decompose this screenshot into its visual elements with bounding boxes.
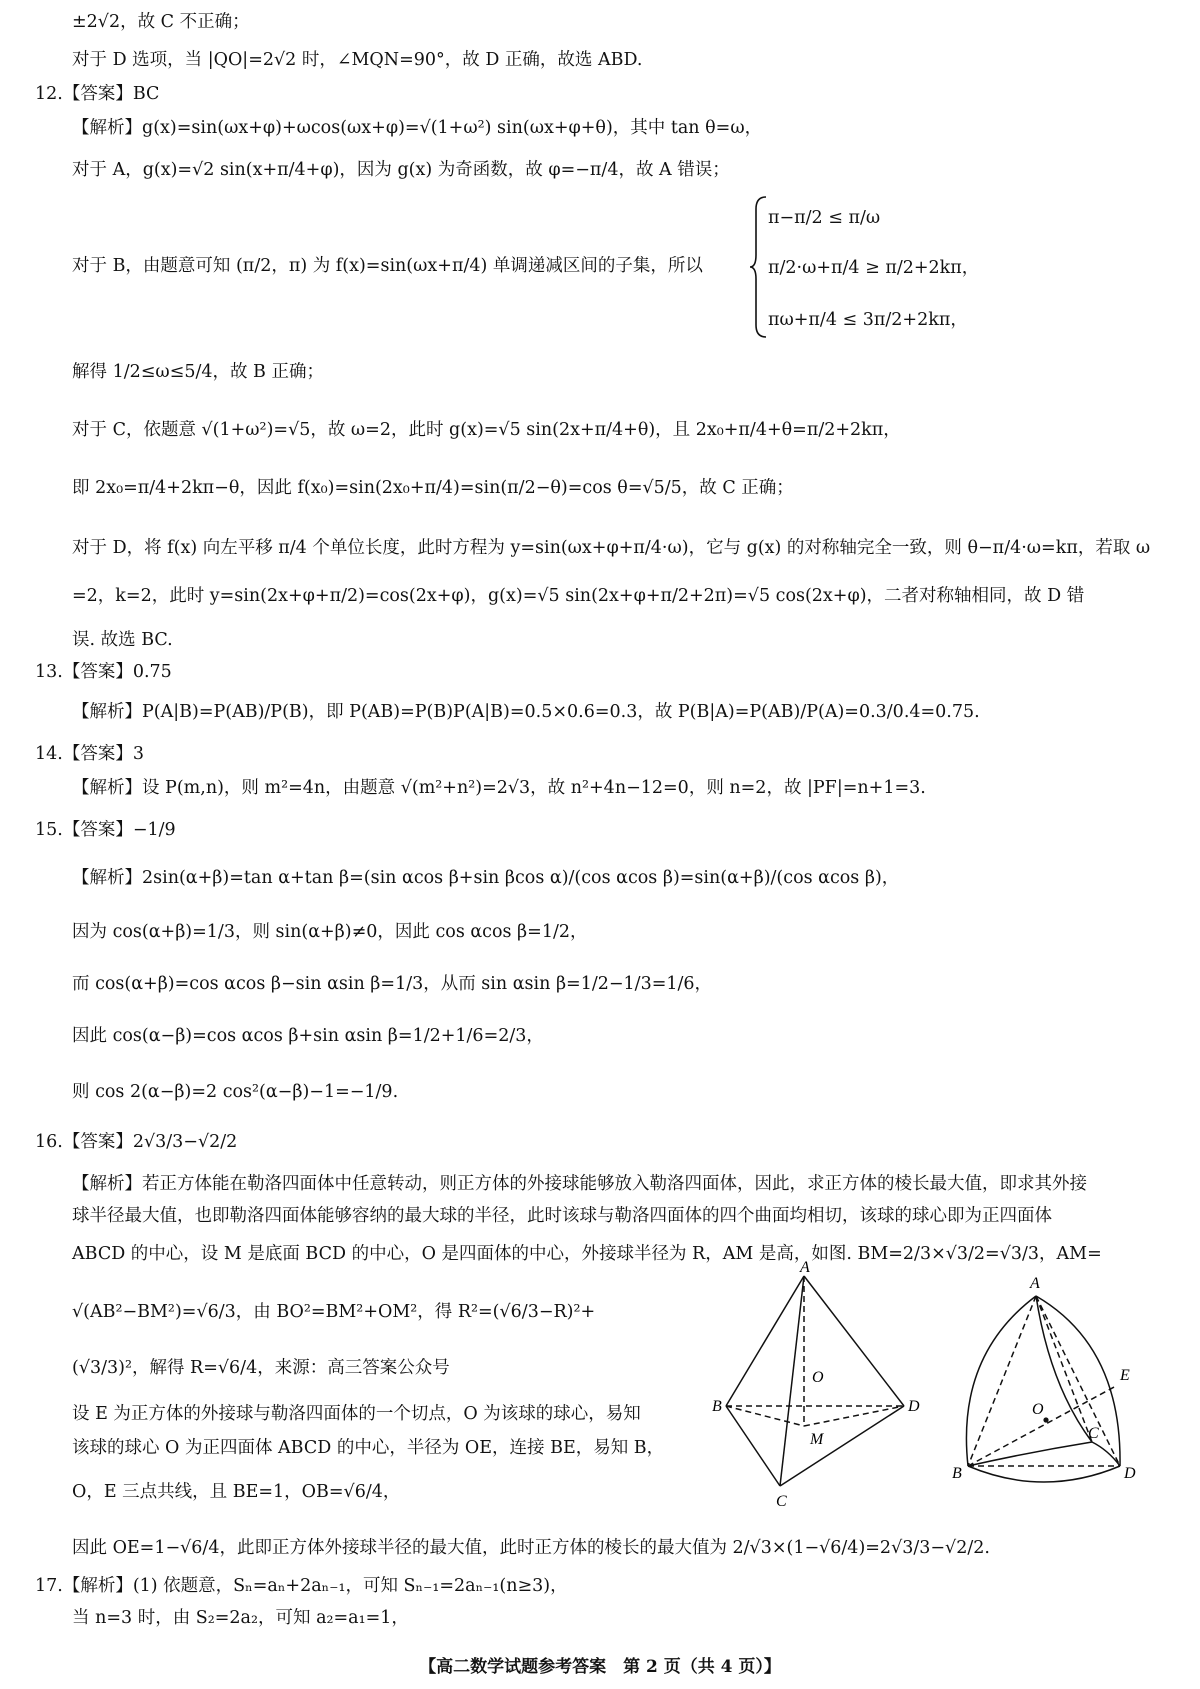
text-line: 当 n=3 时，由 S₂=2a₂，可知 a₂=a₁=1， [72,1608,409,1628]
vertex-label-b: B [952,1465,962,1482]
text-line: √(AB²−BM²)=√6/3，由 BO²=BM²+OM²，得 R²=(√6/3−R)²+ [72,1302,596,1322]
vertex-label-d: D [908,1398,920,1415]
text-line: 则 cos 2(α−β)=2 cos²(α−β)−1=−1/9. [72,1082,399,1102]
question-14-answer: 14.【答案】3 [35,744,144,764]
vertex-label-c: C [1088,1425,1099,1442]
text-line: O，E 三点共线，且 BE=1，OB=√6/4， [72,1482,401,1502]
text-line: 【解析】g(x)=sin(ωx+φ)+ωcos(ωx+φ)=√(1+ω²) sin(ωx+φ+θ)，其中 tan θ=ω， [72,118,763,138]
center-label-m: M [810,1431,824,1448]
text-line: ABCD 的中心，设 M 是底面 BCD 的中心，O 是四面体的中心，外接球半径为 R，AM 是高，如图. BM=2/3×√3/2=√3/3，AM= [72,1244,1102,1264]
tetrahedron-figures [712,1259,1190,1516]
tangent-point-label-e: E [1120,1367,1130,1384]
question-17-analysis: 17.【解析】(1) 依题意，Sₙ=aₙ+2aₙ₋₁，可知 Sₙ₋₁=2aₙ₋₁(n≥3)， [35,1576,568,1596]
text-line: 对于 C，依题意 √(1+ω²)=√5，故 ω=2，此时 g(x)=√5 sin(2x+π/4+θ)，且 2x₀+π/4+θ=π/2+2kπ， [72,420,901,440]
system-row: π/2·ω+π/4 ≥ π/2+2kπ， [768,258,980,278]
question-15-answer: 15.【答案】−1/9 [35,820,176,840]
text-line: 该球的球心 O 为正四面体 ABCD 的中心，半径为 OE，连接 BE，易知 B， [72,1438,665,1458]
text-line: 对于 D 选项，当 |QO|=2√2 时，∠MQN=90°，故 D 正确，故选 ABD. [72,50,643,70]
vertex-label-d: D [1124,1465,1136,1482]
vertex-label-a: A [800,1259,810,1276]
center-label-o: O [1032,1401,1044,1418]
text-line: 解得 1/2≤ω≤5/4，故 B 正确； [72,362,324,382]
tetrahedron-diagram [712,1259,1190,1516]
text-line: 因此 OE=1−√6/4，此即正方体外接球半径的最大值，此时正方体的棱长的最大值为 2/√3×(1−√6/4)=2√3/3−√2/2. [72,1538,990,1558]
text-line: 即 2x₀=π/4+2kπ−θ，因此 f(x₀)=sin(2x₀+π/4)=sin(π/2−θ)=cos θ=√5/5，故 C 正确； [72,478,794,498]
text-line: 因此 cos(α−β)=cos αcos β+sin αsin β=1/2+1/6=2/3， [72,1026,544,1046]
text-line: 因为 cos(α+β)=1/3，则 sin(α+β)≠0，因此 cos αcos β=1/2， [72,922,588,942]
vertex-label-a: A [1030,1275,1040,1292]
text-line: 球半径最大值，也即勒洛四面体能够容纳的最大球的半径，此时该球与勒洛四面体的四个曲面均相切，该球的球心即为正四面体 [72,1206,1052,1226]
text-line: (√3/3)²，解得 R=√6/4，来源：高三答案公众号 [72,1358,450,1378]
text-line: =2，k=2，此时 y=sin(2x+φ+π/2)=cos(2x+φ)，g(x)=√5 sin(2x+φ+π/2+2π)=√5 cos(2x+φ)，二者对称轴相同，故 D 错 [72,586,1085,606]
text-line: 误. 故选 BC. [72,630,173,650]
text-line: 【解析】若正方体能在勒洛四面体中任意转动，则正方体的外接球能够放入勒洛四面体，因此，求正方体的棱长最大值，即求其外接 [72,1174,1087,1194]
text-line: 设 E 为正方体的外接球与勒洛四面体的一个切点，O 为该球的球心，易知 [72,1404,641,1424]
text-line: 【解析】2sin(α+β)=tan α+tan β=(sin αcos β+sin βcos α)/(cos αcos β)=sin(α+β)/(cos αcos β)， [72,868,900,888]
page-footer: 【高二数学试题参考答案 第 2 页（共 4 页）】 [419,1657,781,1677]
vertex-label-c: C [776,1493,787,1510]
text-line: 对于 A，g(x)=√2 sin(x+π/4+φ)，因为 g(x) 为奇函数，故 φ=−π/4，故 A 错误； [72,160,730,180]
system-row: π−π/2 ≤ π/ω [768,208,881,228]
vertex-label-b: B [712,1398,722,1415]
text-line: 对于 D，将 f(x) 向左平移 π/4 个单位长度，此时方程为 y=sin(ωx+φ+π/4·ω)，它与 g(x) 的对称轴完全一致，则 θ−π/4·ω=kπ，若取 ω [72,538,1151,558]
system-row: πω+π/4 ≤ 3π/2+2kπ， [768,310,968,330]
center-label-o: O [812,1369,824,1386]
text-line: 而 cos(α+β)=cos αcos β−sin αsin β=1/3，从而 sin αsin β=1/2−1/3=1/6， [72,974,713,994]
center-dot [1043,1417,1048,1422]
text-line: 【解析】设 P(m,n)，则 m²=4n，由题意 √(m²+n²)=2√3，故 n²+4n−12=0，则 n=2，故 |PF|=n+1=3. [72,778,926,798]
reuleaux-tetrahedron [966,1296,1120,1482]
text-line: 【解析】P(A|B)=P(AB)/P(B)，即 P(AB)=P(B)P(A|B)=0.5×0.6=0.3，故 P(B|A)=P(AB)/P(A)=0.3/0.4=0.75. [72,702,980,722]
text-line: 对于 B，由题意可知 (π/2，π) 为 f(x)=sin(ωx+π/4) 单调递减区间的子集，所以 [72,256,703,276]
text-line: ±2√2，故 C 不正确； [72,12,250,32]
question-16-answer: 16.【答案】2√3/3−√2/2 [35,1132,238,1152]
question-13-answer: 13.【答案】0.75 [35,662,172,682]
question-12-answer: 12.【答案】BC [35,84,160,104]
